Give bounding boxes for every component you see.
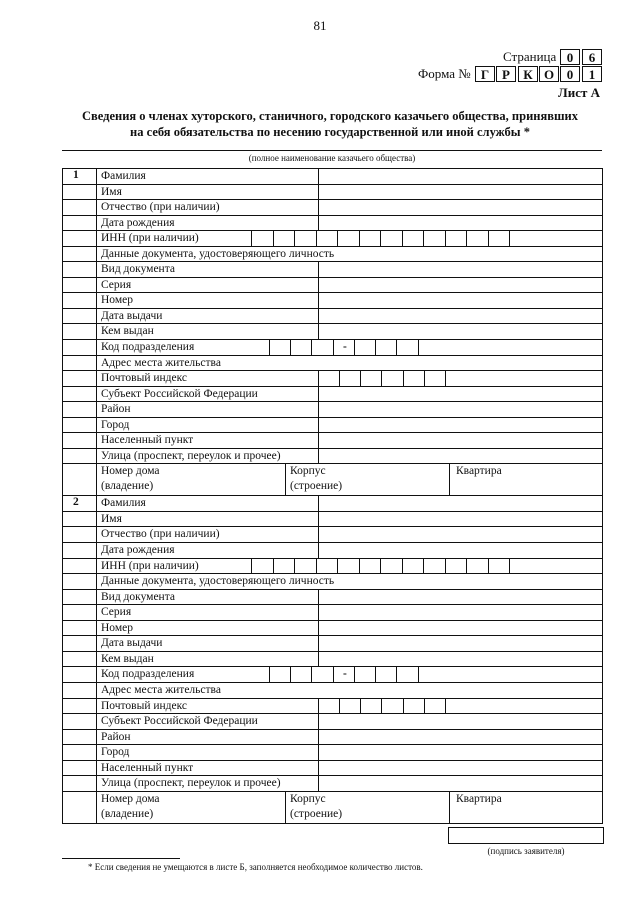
inn-digit-cell[interactable] — [488, 559, 489, 574]
district-field[interactable] — [318, 730, 319, 745]
page-digit-box: 6 — [582, 49, 602, 65]
inn-digit-cell[interactable] — [380, 559, 381, 574]
surname-label: Фамилия — [101, 497, 146, 510]
inn-digit-cell[interactable] — [337, 559, 338, 574]
postcode-digit-cell[interactable] — [318, 699, 319, 714]
code-digit-cell[interactable] — [396, 340, 397, 355]
society-name-line[interactable] — [62, 150, 602, 151]
form-row — [63, 590, 602, 606]
birth-date-field[interactable] — [318, 543, 319, 558]
address-label: Адрес места жительства — [101, 683, 221, 696]
patronymic-label: Отчество (при наличии) — [101, 528, 220, 541]
inn-digit-cell[interactable] — [251, 559, 252, 574]
name-field[interactable] — [318, 512, 319, 527]
inn-digit-cell[interactable] — [273, 231, 274, 246]
form-row — [63, 309, 602, 325]
address-label: Адрес места жительства — [101, 356, 221, 369]
number-cell — [63, 496, 97, 511]
person-number: 2 — [73, 496, 79, 509]
cell-divider — [285, 792, 286, 823]
code-digit-cell[interactable] — [354, 667, 355, 682]
signature-field[interactable] — [448, 827, 604, 844]
postcode-label: Почтовый индекс — [101, 699, 188, 712]
label-line: Корпус — [290, 792, 326, 805]
inn-digit-cell[interactable] — [402, 231, 403, 246]
number-cell — [63, 169, 97, 184]
doc-number-label: Номер — [101, 621, 133, 634]
number-cell — [63, 636, 97, 651]
postcode-digit-cell[interactable] — [381, 699, 382, 714]
inn-digit-cell[interactable] — [466, 231, 467, 246]
form-row — [63, 792, 602, 823]
division-code-label: Код подразделения — [101, 341, 195, 354]
district-label: Район — [101, 730, 131, 743]
number-cell — [63, 512, 97, 527]
form-row — [63, 262, 602, 278]
form-row — [63, 278, 602, 294]
number-cell — [63, 590, 97, 605]
inn-digit-cell[interactable] — [337, 231, 338, 246]
street-field[interactable] — [318, 776, 319, 791]
street-field[interactable] — [318, 449, 319, 464]
person-number: 1 — [73, 169, 79, 181]
code-digit-cell[interactable] — [354, 340, 355, 355]
number-cell — [63, 621, 97, 636]
code-digit-cell[interactable] — [375, 667, 376, 682]
postcode-digit-cell[interactable] — [360, 699, 361, 714]
inn-label: ИНН (при наличии) — [101, 559, 199, 572]
inn-digit-cell[interactable] — [380, 231, 381, 246]
flat-label: Квартира — [456, 465, 502, 478]
number-cell — [63, 559, 97, 574]
number-cell — [63, 652, 97, 667]
code-digit-cell[interactable] — [418, 340, 419, 355]
street-label: Улица (проспект, переулок и прочее) — [101, 777, 281, 790]
locality-label: Населенный пункт — [101, 761, 194, 774]
postcode-digit-cell[interactable] — [381, 371, 382, 386]
code-digit-cell[interactable] — [290, 667, 291, 682]
surname-field[interactable] — [318, 496, 319, 511]
number-cell — [63, 262, 97, 277]
code-digit-cell[interactable] — [375, 340, 376, 355]
form-row — [63, 714, 602, 730]
issued-by-label: Кем выдан — [101, 652, 154, 665]
form-code-box: Р — [496, 66, 516, 82]
form-row — [63, 169, 602, 185]
form-row — [63, 340, 602, 356]
form-row — [63, 387, 602, 403]
number-cell — [63, 371, 97, 386]
form-row — [63, 761, 602, 777]
city-field[interactable] — [318, 418, 319, 433]
form-row — [63, 745, 602, 761]
locality-field[interactable] — [318, 761, 319, 776]
number-cell — [63, 387, 97, 402]
form-row — [63, 636, 602, 652]
inn-label: ИНН (при наличии) — [101, 232, 199, 245]
inn-digit-cell[interactable] — [273, 559, 274, 574]
code-digit-cell[interactable] — [311, 340, 312, 355]
issue-date-label: Дата выдачи — [101, 309, 163, 322]
doc-data-label: Данные документа, удостоверяющего личность — [101, 575, 335, 588]
division-code-label: Код подразделения — [101, 668, 195, 681]
postcode-digit-cell[interactable] — [318, 371, 319, 386]
surname-label: Фамилия — [101, 170, 146, 182]
series-field[interactable] — [318, 278, 319, 293]
form-row — [63, 464, 602, 495]
doc-data-label: Данные документа, удостоверяющего личность — [101, 247, 335, 260]
inn-digit-cell[interactable] — [359, 231, 360, 246]
doc-number-field[interactable] — [318, 293, 319, 308]
birth-date-label: Дата рождения — [101, 544, 175, 557]
persons-table — [62, 168, 603, 824]
form-row — [63, 559, 602, 575]
number-cell — [63, 231, 97, 246]
doc-type-field[interactable] — [318, 590, 319, 605]
subject-label: Субъект Российской Федерации — [101, 715, 258, 728]
number-cell — [63, 433, 97, 448]
form-row — [63, 247, 602, 263]
city-label: Город — [101, 418, 130, 431]
page-label: Страница — [503, 49, 557, 64]
issued-by-label: Кем выдан — [101, 325, 154, 338]
form-row — [63, 293, 602, 309]
inn-digit-cell[interactable] — [294, 231, 295, 246]
inn-digit-cell[interactable] — [316, 559, 317, 574]
number-cell — [63, 216, 97, 231]
form-row — [63, 402, 602, 418]
form-title — [60, 108, 600, 140]
label-line: Номер дома — [101, 465, 160, 478]
label-line: (строение) — [290, 480, 343, 493]
form-row — [63, 512, 602, 528]
inn-digit-cell[interactable] — [445, 231, 446, 246]
cell-divider — [449, 464, 450, 495]
name-label: Имя — [101, 185, 122, 198]
inn-digit-cell[interactable] — [423, 559, 424, 574]
number-cell — [63, 278, 97, 293]
doc-type-label: Вид документа — [101, 263, 175, 276]
page-number: 81 — [313, 18, 327, 33]
name-field[interactable] — [318, 185, 319, 200]
issued-by-field[interactable] — [318, 324, 319, 339]
doc-type-label: Вид документа — [101, 590, 175, 603]
inn-digit-cell[interactable] — [488, 231, 489, 246]
number-cell — [63, 449, 97, 464]
district-label: Район — [101, 403, 131, 416]
inn-digit-cell[interactable] — [251, 231, 252, 246]
issue-date-field[interactable] — [318, 636, 319, 651]
series-label: Серия — [101, 606, 132, 619]
postcode-digit-cell[interactable] — [445, 699, 446, 714]
doc-type-field[interactable] — [318, 262, 319, 277]
cell-divider — [449, 792, 450, 823]
code-digit-cell[interactable] — [290, 340, 291, 355]
postcode-digit-cell[interactable] — [339, 371, 340, 386]
form-code-box: 0 — [560, 66, 580, 82]
subject-field[interactable] — [318, 714, 319, 729]
issue-date-field[interactable] — [318, 309, 319, 324]
number-cell — [63, 683, 97, 698]
form-row — [63, 200, 602, 216]
form-row — [63, 418, 602, 434]
inn-digit-cell[interactable] — [359, 559, 360, 574]
code-dash: - — [343, 341, 347, 354]
page-digit-box: 0 — [560, 49, 580, 65]
number-cell — [63, 200, 97, 215]
code-digit-cell[interactable] — [418, 667, 419, 682]
code-digit-cell[interactable] — [269, 667, 270, 682]
inn-digit-cell[interactable] — [402, 559, 403, 574]
district-field[interactable] — [318, 402, 319, 417]
patronymic-field[interactable] — [318, 527, 319, 542]
series-label: Серия — [101, 278, 132, 291]
city-label: Город — [101, 746, 130, 759]
doc-number-field[interactable] — [318, 621, 319, 636]
signature-caption: (подпись заявителя) — [487, 846, 565, 856]
birth-date-field[interactable] — [318, 216, 319, 231]
number-cell — [63, 402, 97, 417]
building-label — [290, 792, 342, 822]
form-row — [63, 231, 602, 247]
street-label: Улица (проспект, переулок и прочее) — [101, 449, 281, 462]
number-cell — [63, 714, 97, 729]
form-row — [63, 776, 602, 792]
form-row — [63, 496, 602, 512]
number-cell — [63, 667, 97, 682]
title-line: Сведения о членах хуторского, станичного, городского казачьего общества, принявших — [81, 109, 578, 123]
locality-field[interactable] — [318, 433, 319, 448]
house-number-label — [101, 464, 160, 494]
inn-digit-cell[interactable] — [445, 559, 446, 574]
number-cell — [63, 761, 97, 776]
sheet-label: Лист А — [558, 85, 600, 100]
footnote: * Если сведения не умещаются в листе Б, заполняется необходимое количество листов. — [88, 862, 423, 872]
form-row — [63, 683, 602, 699]
subject-label: Субъект Российской Федерации — [101, 387, 258, 400]
form-row — [63, 433, 602, 449]
patronymic-field[interactable] — [318, 200, 319, 215]
postcode-digit-cell[interactable] — [403, 371, 404, 386]
patronymic-label: Отчество (при наличии) — [101, 201, 220, 214]
code-digit-cell[interactable] — [333, 667, 334, 682]
number-cell — [63, 464, 97, 495]
inn-digit-cell[interactable] — [509, 231, 510, 246]
number-cell — [63, 356, 97, 371]
name-label: Имя — [101, 512, 122, 525]
inn-digit-cell[interactable] — [466, 559, 467, 574]
label-line: Корпус — [290, 465, 326, 478]
inn-digit-cell[interactable] — [509, 559, 510, 574]
doc-number-label: Номер — [101, 294, 133, 307]
number-cell — [63, 776, 97, 791]
number-cell — [63, 745, 97, 760]
postcode-digit-cell[interactable] — [445, 371, 446, 386]
number-cell — [63, 418, 97, 433]
number-cell — [63, 293, 97, 308]
form-code-box: 1 — [582, 66, 602, 82]
flat-label: Квартира — [456, 792, 502, 805]
inn-digit-cell[interactable] — [316, 231, 317, 246]
form-code-box: Г — [475, 66, 495, 82]
form-row — [63, 667, 602, 683]
number-cell — [63, 247, 97, 262]
postcode-digit-cell[interactable] — [360, 371, 361, 386]
number-cell — [63, 730, 97, 745]
form-code-box: О — [539, 66, 559, 82]
number-cell — [63, 340, 97, 355]
label-line: Номер дома — [101, 792, 160, 805]
form-row — [63, 356, 602, 372]
surname-field[interactable] — [318, 169, 319, 184]
label-line: (владение) — [101, 807, 154, 820]
form-row — [63, 371, 602, 387]
society-name-caption: (полное наименование казачьего общества) — [248, 153, 416, 163]
number-cell — [63, 185, 97, 200]
issue-date-label: Дата выдачи — [101, 637, 163, 650]
number-cell — [63, 543, 97, 558]
postcode-digit-cell[interactable] — [424, 699, 425, 714]
title-line: на себя обязательства по несению государственной или иной службы * — [130, 125, 530, 139]
code-digit-cell[interactable] — [269, 340, 270, 355]
form-row — [63, 621, 602, 637]
form-label: Форма № — [418, 66, 471, 81]
footnote-divider — [62, 858, 180, 859]
form-row — [63, 730, 602, 746]
form-row — [63, 699, 602, 715]
form-row — [63, 216, 602, 232]
subject-field[interactable] — [318, 387, 319, 402]
code-digit-cell[interactable] — [396, 667, 397, 682]
postcode-digit-cell[interactable] — [403, 699, 404, 714]
label-line: (владение) — [101, 480, 154, 493]
form-row — [63, 527, 602, 543]
number-cell — [63, 792, 97, 823]
code-digit-cell[interactable] — [333, 340, 334, 355]
city-field[interactable] — [318, 745, 319, 760]
inn-digit-cell[interactable] — [294, 559, 295, 574]
number-cell — [63, 309, 97, 324]
house-number-label — [101, 792, 160, 822]
form-row — [63, 185, 602, 201]
number-cell — [63, 605, 97, 620]
inn-digit-cell[interactable] — [423, 231, 424, 246]
postcode-label: Почтовый индекс — [101, 372, 188, 385]
form-row — [63, 324, 602, 340]
form-row — [63, 652, 602, 668]
number-cell — [63, 527, 97, 542]
cell-divider — [285, 464, 286, 495]
form-row — [63, 449, 602, 465]
form-code-box: К — [518, 66, 538, 82]
building-label — [290, 464, 342, 494]
number-cell — [63, 699, 97, 714]
form-row — [63, 543, 602, 559]
postcode-digit-cell[interactable] — [339, 699, 340, 714]
birth-date-label: Дата рождения — [101, 216, 175, 229]
form-row — [63, 605, 602, 621]
number-cell — [63, 324, 97, 339]
issued-by-field[interactable] — [318, 652, 319, 667]
series-field[interactable] — [318, 605, 319, 620]
form-row — [63, 574, 602, 590]
label-line: (строение) — [290, 807, 343, 820]
number-cell — [63, 574, 97, 589]
code-dash: - — [343, 668, 347, 681]
locality-label: Населенный пункт — [101, 434, 194, 447]
postcode-digit-cell[interactable] — [424, 371, 425, 386]
code-digit-cell[interactable] — [311, 667, 312, 682]
